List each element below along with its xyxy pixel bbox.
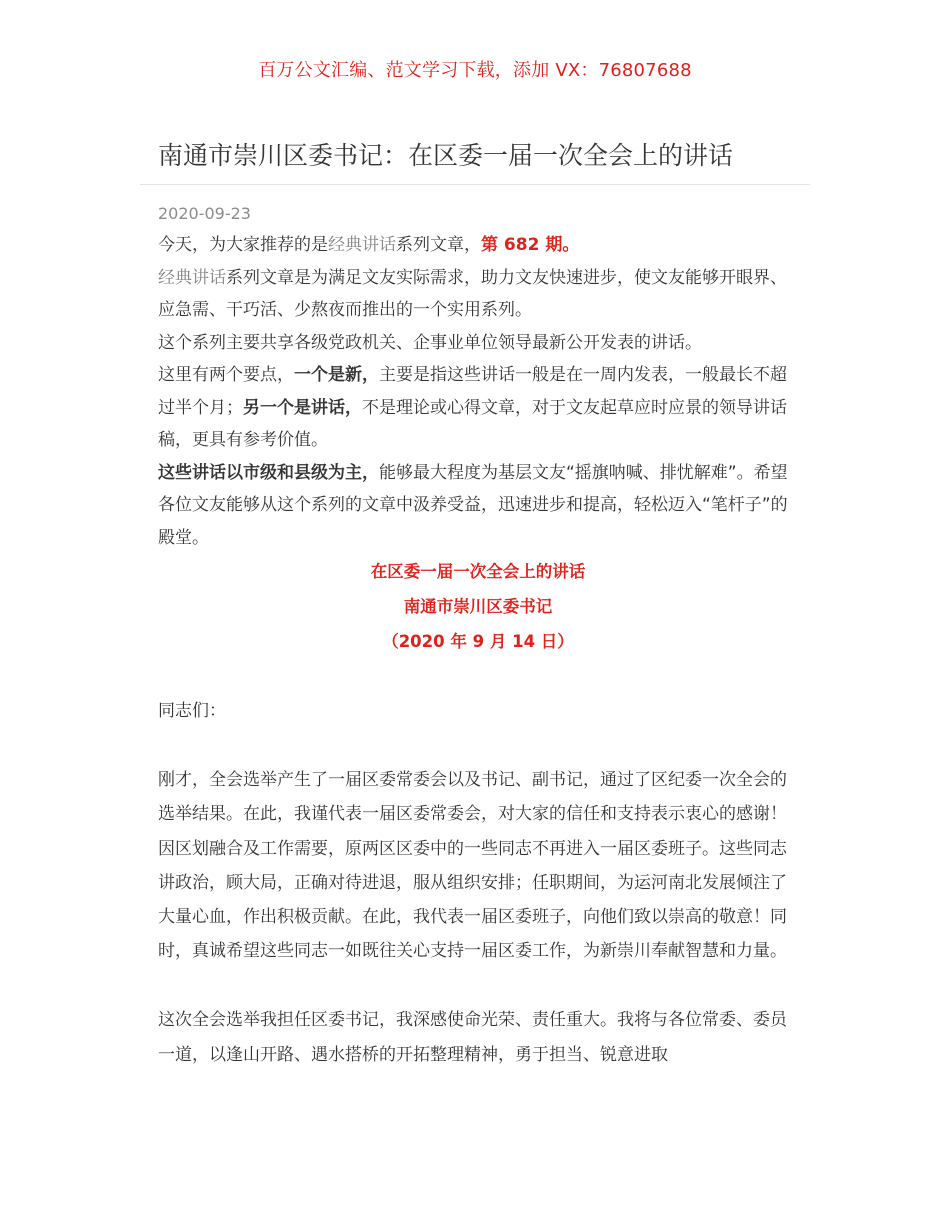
series-name: 经典讲话 [158,267,226,288]
speech-paragraph-2: 这次全会选举我担任区委书记，我深感使命光荣、责任重大。我将与各位常委、委员一道，以逢山开路、遇水搭桥的开拓整理精神，勇于担当、锐意进取 [158,1010,787,1065]
intro-text: 系列文章是为满足文友实际需求，助力文友快速进步，使文友能够开眼界、应急需、干巧活、少熬夜而推出的一个实用系列。 [158,267,787,320]
intro-text: 能够最大程度为基层文友“摇旗呐喊、排忧解难”。希望各位文友能够从这个系列的文章中汲养受益，迅速进步和提高，轻松迈入“笔杆子”的殿堂。 [158,462,788,548]
spacer [158,728,798,763]
intro-paragraph-4 [158,359,798,457]
spacer [158,659,798,694]
publish-date: 2020-09-23 [158,204,251,223]
intro-text: 这里有两个要点， [158,365,294,385]
spacer [158,968,798,1003]
intro-text: 主要是指这些讲话一般是在一周内发表，一般最长不超过半个月； [158,365,787,418]
key-point-1: 一个是新， [294,365,379,385]
intro-text: 系列文章， [396,235,481,255]
intro-paragraph-2 [158,262,798,327]
speech-date: （2020 年 9 月 14 日） [382,632,574,651]
salutation: 同志们： [158,701,226,721]
intro-paragraph-1 [158,229,798,262]
speech-paragraph-1: 刚才，全会选举产生了一届区委常委会以及书记、副书记，通过了区纪委一次全会的选举结果。在此，我谨代表一届区委常委会，对大家的信任和支持表示衷心的感谢！因区划融合及工作需要，原两区区委中的一些同志不再进入一届区委班子。这些同志讲政治，顾大局，正确对待进退，服从组织安排；任职期间，为运河南北发展倾注了大量心血，作出积极贡献。在此，我代表一届区委班子，向他们致以崇高的敬意！同时，真诚希望这些同志一如既往关心支持一届区委工作，为新崇川奉献智慧和力量。 [158,770,787,962]
article-title: 南通市崇川区委书记：在区委一届一次全会上的讲话 [158,141,734,170]
issue-number: 第 682 期。 [481,235,580,255]
intro-paragraph-3: 这个系列主要共享各级党政机关、企事业单位领导最新公开发表的讲话。 [158,332,702,353]
article-content [158,202,798,1072]
promo-banner: 百万公文汇编、范文学习下载，添加 VX：76807688 [258,60,692,81]
intro-text: 不是理论或心得文章，对于文友起草应时应景的领导讲话稿，更具有参考价值。 [158,397,787,450]
intro-text: 今天，为大家推荐的是 [158,235,328,255]
title-divider [140,184,810,185]
intro-paragraph-5 [158,457,798,555]
series-name: 经典讲话 [328,235,396,255]
speech-heading: 在区委一届一次全会上的讲话 [370,562,586,581]
speech-speaker: 南通市崇川区委书记 [403,597,553,616]
key-point-2: 另一个是讲话， [243,397,362,418]
key-point-3: 这些讲话以市级和县级为主， [158,462,379,483]
